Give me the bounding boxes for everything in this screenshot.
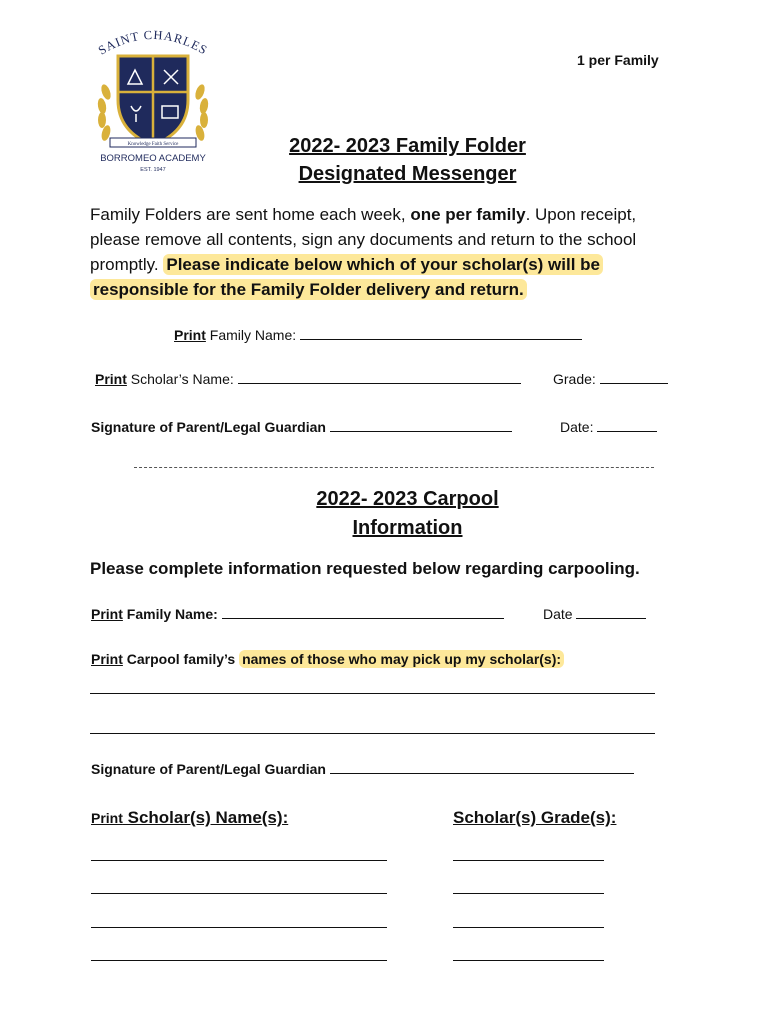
scholar-grades-heading: Scholar(s) Grade(s): <box>453 808 617 827</box>
intro-highlight: Please indicate below which of your scholar(s) will be responsible for the Family Folder delivery and return. <box>90 254 603 300</box>
scholar-name-line[interactable] <box>91 860 387 861</box>
copies-note: 1 per Family <box>577 52 659 68</box>
carpool-title-line2: Information <box>352 517 463 539</box>
family-name-field[interactable]: Print Family Name: <box>174 327 582 343</box>
date-field[interactable]: Date: <box>560 419 657 435</box>
carpool-instructions: Please complete information requested below regarding carpooling. <box>90 559 640 578</box>
logo-est-text: EST. 1947 <box>140 167 166 173</box>
scholar-grade-line[interactable] <box>453 860 604 861</box>
carpool-signature-field[interactable]: Signature of Parent/Legal Guardian <box>91 761 634 777</box>
carpool-family-name-field[interactable]: Print Family Name: <box>91 606 504 622</box>
logo-arc-text: SAINT CHARLES <box>95 27 211 58</box>
logo-motto: Knowledge Faith Service <box>127 142 179 147</box>
scholar-grade-line[interactable] <box>453 893 604 894</box>
carpool-title-line1: 2022- 2023 Carpool <box>316 488 499 510</box>
carpool-date-field[interactable]: Date <box>543 606 646 622</box>
scholar-name-line[interactable] <box>91 960 387 961</box>
logo-academy-text: BORROMEO ACADEMY <box>100 153 206 164</box>
pickup-line-1[interactable] <box>90 693 655 694</box>
scholar-name-line[interactable] <box>91 927 387 928</box>
section-divider <box>134 467 654 468</box>
messenger-title-line2: Designated Messenger <box>298 163 517 185</box>
pickup-highlight: names of those who may pick up my scholar(s): <box>239 650 564 668</box>
messenger-intro: Family Folders are sent home each week, one per family. Upon receipt, please remove all contents, sign any documents and return to the school promptly. Please indicate below which of your scholar(s) will be responsible for the Family Folder delivery and return. <box>90 205 637 299</box>
scholar-name-line[interactable] <box>91 893 387 894</box>
svg-text:SAINT CHARLES <box>96 28 210 58</box>
messenger-title-line1: 2022- 2023 Family Folder <box>289 135 526 157</box>
scholar-grade-line[interactable] <box>453 927 604 928</box>
grade-field[interactable]: Grade: <box>553 371 668 387</box>
signature-field[interactable]: Signature of Parent/Legal Guardian <box>91 419 512 435</box>
scholar-names-heading: Print Scholar(s) Name(s): <box>91 808 289 827</box>
scholar-grade-line[interactable] <box>453 960 604 961</box>
scholar-name-field[interactable]: Print Scholar’s Name: <box>95 371 521 387</box>
pickup-line-2[interactable] <box>90 733 655 734</box>
carpool-pickup-label: Print Carpool family’s names of those who may pick up my scholar(s): <box>91 651 564 667</box>
